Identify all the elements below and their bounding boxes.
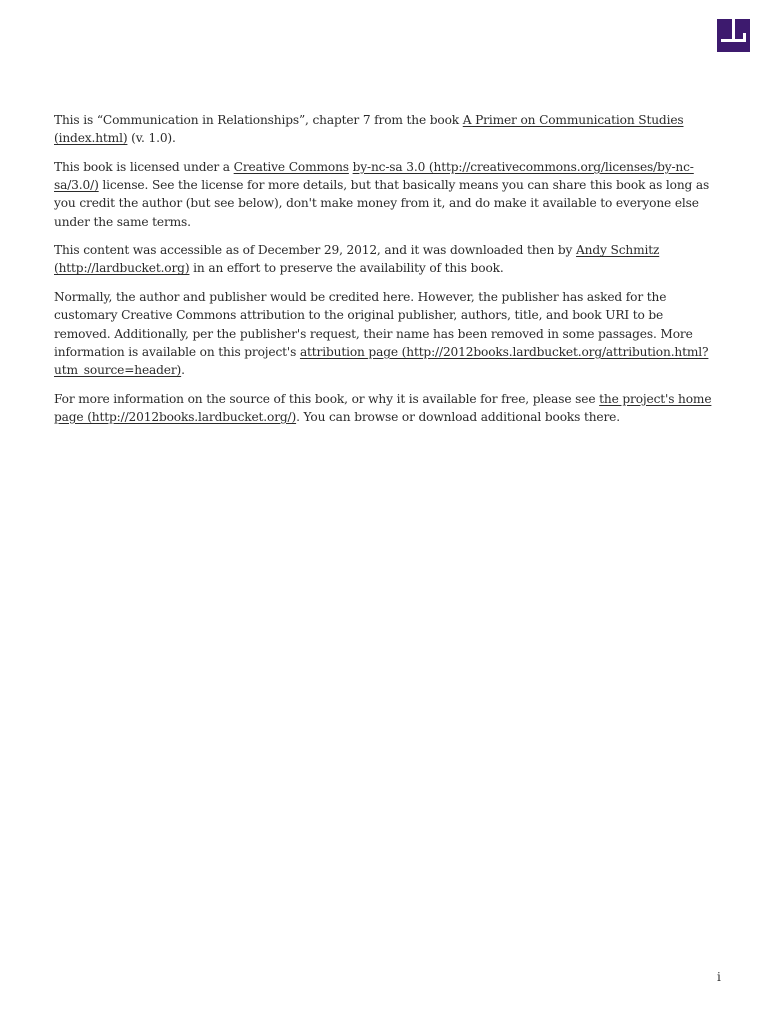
attribution-paragraph: [54, 288, 716, 379]
attribution-end-text: .: [181, 362, 185, 377]
more-info-paragraph: [54, 390, 716, 426]
preservation-text: in an effort to preserve the availability of this book.: [189, 261, 504, 276]
attribution-page-link[interactable]: attribution page (http://2012books.lardbucket.org/attribution.html?utm_source=header): [54, 344, 709, 377]
creative-commons-link[interactable]: Creative Commons: [233, 159, 349, 174]
project-home-link[interactable]: the project's home page (http://2012books.lardbucket.org/): [54, 391, 712, 424]
accessibility-paragraph: [54, 241, 716, 277]
license-intro-text: This book is licensed under a: [54, 159, 234, 174]
author-link[interactable]: Andy Schmitz (http://lardbucket.org): [54, 243, 660, 276]
license-notice: [54, 111, 716, 437]
more-info-text: For more information on the source of this book, or why it is available for free, please see: [54, 391, 600, 406]
attribution-text: Normally, the author and publisher would be credited here. However, the publisher has asked for the customary Creative Commons attribution to the original publisher, authors, title, and book URI to be removed. Additionally, per the publisher's request, their name has been removed in some passages. More information is available on this project's: [54, 290, 693, 359]
logo-graphic: [717, 19, 750, 52]
license-details-text: license. See the license for more details, but that basically means you can share this book as long as you credit the author (but see below), don't make money from it, and do make it available to everyone else under the same terms.: [54, 178, 710, 229]
chapter-info-paragraph: [54, 111, 716, 147]
license-paragraph: [54, 158, 716, 231]
page-number: i: [717, 970, 721, 984]
chapter-info-text: This is “Communication in Relationships”, chapter 7 from the book: [54, 113, 463, 127]
browse-text: . You can browse or download additional books there.: [296, 409, 620, 424]
accessibility-text: This content was accessible as of December 29, 2012, and it was downloaded then by: [54, 243, 577, 258]
book-bookmark-icon: [717, 19, 750, 52]
version-text: (v. 1.0).: [127, 131, 176, 146]
license-link[interactable]: by-nc-sa 3.0 (http://creativecommons.org/licenses/by-nc-sa/3.0/): [54, 159, 694, 193]
book-index-link[interactable]: A Primer on Communication Studies (index.html): [54, 113, 684, 146]
